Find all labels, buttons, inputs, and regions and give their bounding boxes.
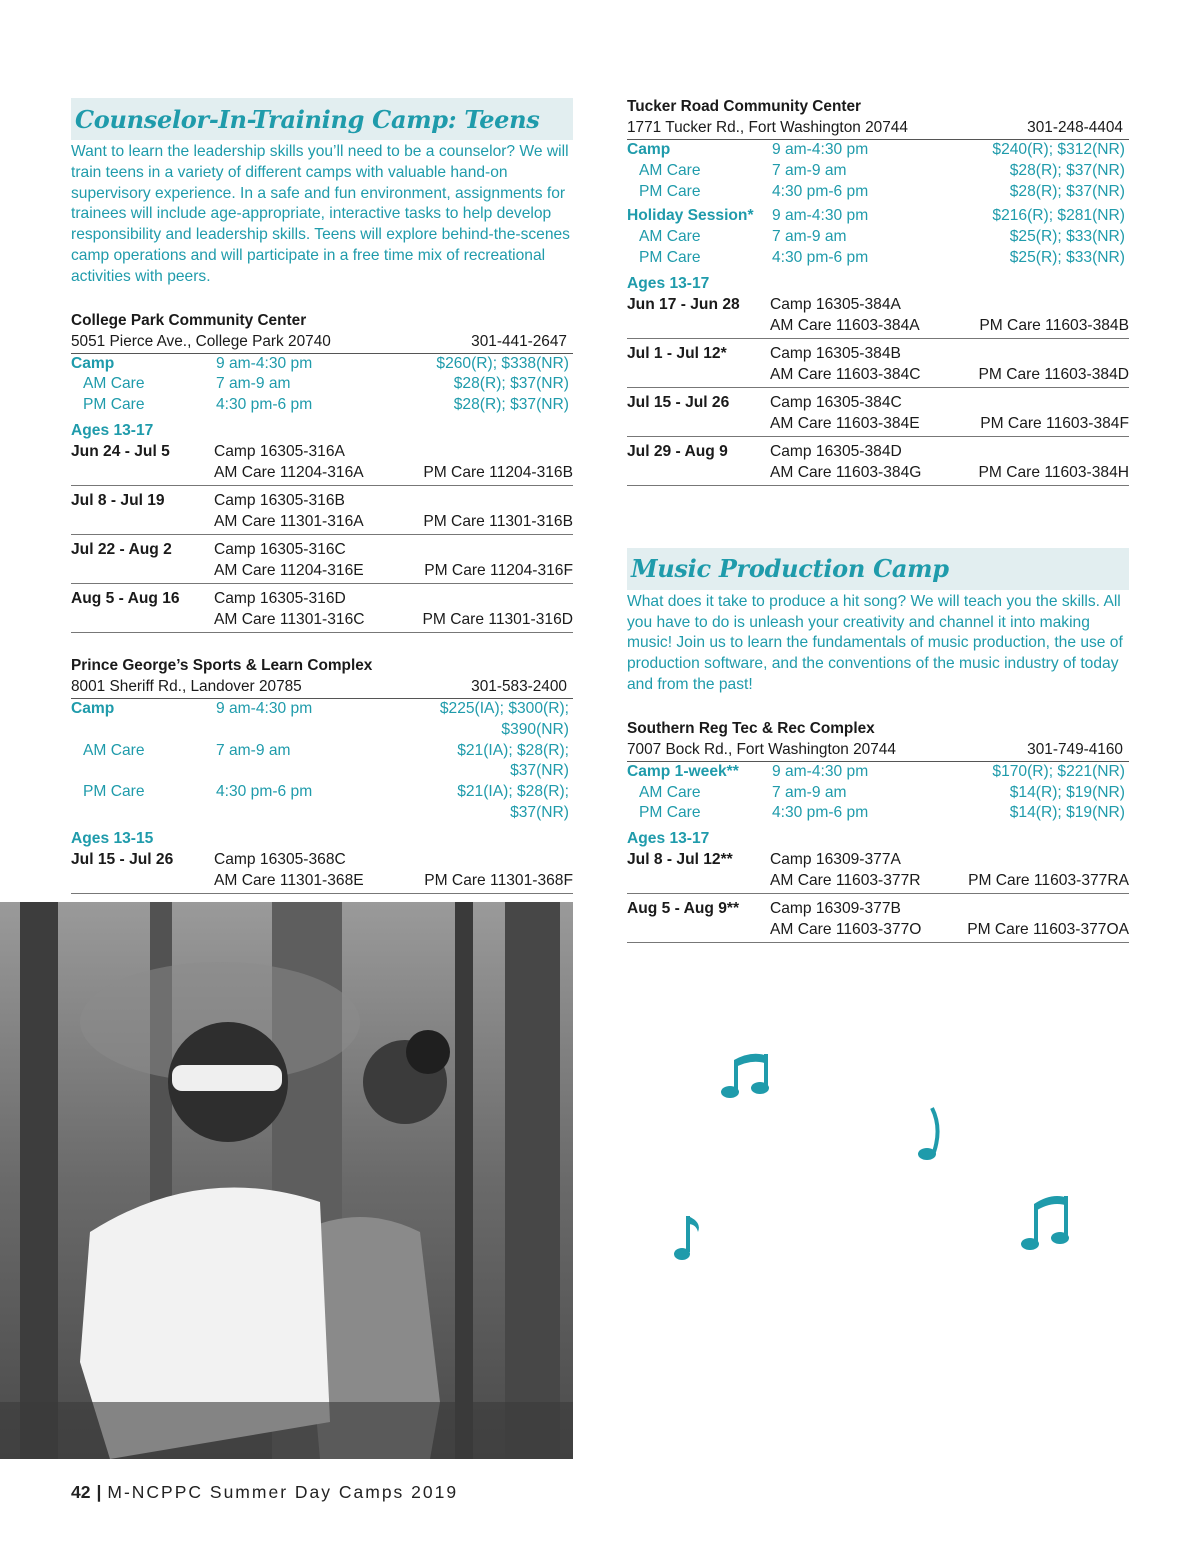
price-time: 9 am-4:30 pm <box>772 762 869 780</box>
session-row <box>71 490 573 535</box>
music-section <box>627 548 1129 943</box>
location-phone: 301-583-2400 <box>471 677 567 695</box>
session-camp-code: Camp 16305-316B <box>214 491 345 509</box>
price-label: PM Care <box>639 804 701 822</box>
price-row <box>627 227 1129 248</box>
session-dates: Jul 8 - Jul 12** <box>627 851 733 869</box>
music-intro: What does it take to produce a hit song? We will teach you the skills. All you have to do is unleash your creativity and channel it into making music! Join us to learn the fundamentals of music production, the use of production software, and the conventions of the music industry of today and from the past! <box>627 592 1123 693</box>
price-row <box>71 782 573 824</box>
session-pm-code: PM Care 11204-316F <box>424 561 573 579</box>
session-camp-code: Camp 16305-368C <box>214 850 346 868</box>
price-time: 9 am-4:30 pm <box>772 207 869 225</box>
session-row <box>71 441 573 486</box>
location-phone: 301-248-4404 <box>1027 119 1123 136</box>
session-spacer <box>423 441 573 462</box>
session-am-code: AM Care 11603-384E <box>770 414 920 432</box>
ages-label: Ages 13-15 <box>71 829 154 847</box>
session-am-code: AM Care 11301-316A <box>214 512 364 530</box>
location-phone: 301-749-4160 <box>1027 740 1123 758</box>
price-time: 4:30 pm-6 pm <box>772 804 869 822</box>
price-row <box>627 206 1129 227</box>
price-time: 7 am-9 am <box>216 741 291 759</box>
price-label: Camp <box>71 354 115 372</box>
price-time: 4:30 pm-6 pm <box>772 248 869 266</box>
price-amount: $14(R); $19(NR) <box>1009 804 1125 822</box>
location-phone: 301-441-2647 <box>471 332 567 350</box>
price-row <box>71 354 573 375</box>
session-spacer <box>978 343 1129 364</box>
eighth-note-icon <box>672 1212 708 1262</box>
session-pm-code: PM Care 11301-368F <box>424 871 573 889</box>
ages-label: Ages 13-17 <box>627 830 710 848</box>
price-row <box>71 741 573 783</box>
price-time: 7 am-9 am <box>772 161 847 179</box>
session-camp-code: Camp 16305-384C <box>770 393 902 411</box>
price-label: PM Care <box>83 396 145 414</box>
price-amount: $28(R); $37(NR) <box>453 396 569 414</box>
session-spacer <box>968 849 1129 870</box>
music-title-band <box>627 548 1129 590</box>
cit-section <box>71 98 573 898</box>
price-label: PM Care <box>639 182 701 200</box>
session-dates: Jul 15 - Jul 26 <box>627 393 730 411</box>
session-dates: Aug 5 - Aug 16 <box>71 589 180 607</box>
campers-photo <box>0 902 573 1459</box>
session-am-code: AM Care 11204-316E <box>214 561 364 579</box>
session-pm-code: PM Care 11603-377RA <box>968 872 1129 890</box>
location-name: Prince George’s Sports & Learn Complex <box>71 656 373 674</box>
price-amount: $260(R); $338(NR) <box>436 354 569 372</box>
photo-illustration <box>0 902 573 1459</box>
price-row <box>627 140 1129 161</box>
price-amount: $216(R); $281(NR) <box>992 207 1125 225</box>
session-row <box>71 588 573 633</box>
session-camp-code: Camp 16305-316D <box>214 589 346 607</box>
location-address: 8001 Sheriff Rd., Landover 20785 <box>71 677 302 695</box>
music-title: Music Production Camp <box>631 554 949 584</box>
page-footer <box>71 1482 458 1503</box>
session-spacer <box>979 294 1129 315</box>
price-label: AM Care <box>83 375 145 393</box>
price-time: 9 am-4:30 pm <box>216 699 313 717</box>
location-address-row <box>71 331 573 354</box>
price-amount: $28(R); $37(NR) <box>1009 161 1125 179</box>
session-pm-code: PM Care 11204-316B <box>423 463 573 481</box>
location-name: Southern Reg Tec & Rec Complex <box>627 719 875 737</box>
price-label: PM Care <box>639 248 701 266</box>
price-amount: $25(R); $33(NR) <box>1009 248 1125 266</box>
location-address-row <box>71 676 573 699</box>
price-row <box>71 395 573 416</box>
price-amount: $240(R); $312(NR) <box>992 141 1125 158</box>
price-row <box>71 699 573 741</box>
session-spacer <box>423 490 573 511</box>
price-time: 7 am-9 am <box>772 783 847 801</box>
session-camp-code: Camp 16305-316C <box>214 540 346 558</box>
ages-label: Ages 13-17 <box>627 274 710 292</box>
quarter-note-icon <box>912 1104 944 1164</box>
session-camp-code: Camp 16305-384B <box>770 344 901 362</box>
price-amount: $28(R); $37(NR) <box>1009 182 1125 200</box>
price-row <box>71 374 573 395</box>
session-pm-code: PM Care 11603-384D <box>978 365 1129 383</box>
price-time: 7 am-9 am <box>216 375 291 393</box>
price-time: 4:30 pm-6 pm <box>216 783 313 801</box>
price-amount: $21(IA); $28(R); $37(NR) <box>457 741 569 780</box>
price-label: AM Care <box>639 161 701 179</box>
right-column <box>627 96 1129 947</box>
session-row <box>627 343 1129 388</box>
price-label: AM Care <box>639 783 701 801</box>
price-label: Camp <box>71 699 115 717</box>
price-amount: $225(IA); $300(R); $390(NR) <box>439 699 569 738</box>
session-pm-code: PM Care 11603-384H <box>978 463 1129 481</box>
location-address: 5051 Pierce Ave., College Park 20740 <box>71 332 331 350</box>
price-time: 4:30 pm-6 pm <box>772 182 869 200</box>
session-pm-code: PM Care 11603-377OA <box>967 921 1129 939</box>
session-pm-code: PM Care 11603-384B <box>979 316 1129 334</box>
cit-intro: Want to learn the leadership skills you’ll need to be a counselor? We will train teens in a variety of different camps with valuable hand-on supervisory experience. In a safe and fun environment, assignments for trainees will include age-appropriate, interactive tasks to help develop responsibility and leadership skills. Teens will explore behind-the-scenes camp operations and will participate in a free time mix of recreational activities with peers. <box>71 143 570 285</box>
session-pm-code: PM Care 11301-316D <box>422 610 573 628</box>
price-row <box>627 803 1129 824</box>
price-time: 7 am-9 am <box>772 228 847 246</box>
session-am-code: AM Care 11204-316A <box>214 463 364 481</box>
price-time: 9 am-4:30 pm <box>772 141 869 158</box>
session-row <box>627 898 1129 943</box>
location-block <box>627 96 1129 486</box>
session-camp-code: Camp 16309-377A <box>770 851 901 869</box>
price-amount: $28(R); $37(NR) <box>453 375 569 393</box>
session-camp-code: Camp 16305-384A <box>770 295 901 313</box>
session-dates: Jul 22 - Aug 2 <box>71 540 172 558</box>
price-row <box>627 762 1129 783</box>
session-pm-code: PM Care 11603-384F <box>980 414 1129 432</box>
cit-title-band <box>71 98 573 140</box>
session-spacer <box>978 441 1129 462</box>
session-dates: Jun 24 - Jul 5 <box>71 442 170 460</box>
price-label: AM Care <box>639 228 701 246</box>
session-spacer <box>424 849 573 870</box>
session-row <box>71 849 573 894</box>
price-label: Holiday Session* <box>627 207 754 225</box>
page-number: 42 <box>71 1482 91 1502</box>
location-address: 7007 Bock Rd., Fort Washington 20744 <box>627 740 896 758</box>
session-row <box>627 441 1129 486</box>
session-am-code: AM Care 11603-377O <box>770 921 922 939</box>
music-location <box>627 718 1129 943</box>
session-pm-code: PM Care 11301-316B <box>423 512 573 530</box>
session-dates: Jul 29 - Aug 9 <box>627 442 728 460</box>
session-dates: Aug 5 - Aug 9** <box>627 900 740 918</box>
session-spacer <box>980 392 1129 413</box>
session-am-code: AM Care 11603-384C <box>770 365 921 383</box>
session-dates: Jul 1 - Jul 12* <box>627 344 727 362</box>
session-dates: Jul 8 - Jul 19 <box>71 491 165 509</box>
price-amount: $25(R); $33(NR) <box>1009 228 1125 246</box>
price-row <box>627 248 1129 269</box>
session-row <box>627 849 1129 894</box>
double-note-icon <box>1018 1190 1080 1256</box>
session-am-code: AM Care 11603-384A <box>770 316 920 334</box>
price-label: Camp 1-week** <box>627 762 739 780</box>
double-note-icon <box>718 1050 788 1105</box>
session-row <box>71 539 573 584</box>
ages-label: Ages 13-17 <box>71 421 154 439</box>
tucker-location <box>627 96 1129 486</box>
price-label: PM Care <box>83 783 145 801</box>
location-address-row <box>627 739 1129 762</box>
footer-separator: | <box>96 1482 102 1502</box>
footer-text: M-NCPPC Summer Day Camps 2019 <box>107 1482 459 1502</box>
location-block <box>71 310 573 633</box>
price-label: Camp <box>627 141 671 158</box>
location-block <box>71 655 573 894</box>
price-time: 9 am-4:30 pm <box>216 354 313 372</box>
location-address-row <box>627 117 1129 140</box>
price-row <box>627 182 1129 203</box>
price-amount: $170(R); $221(NR) <box>992 762 1125 780</box>
price-row <box>627 161 1129 182</box>
session-am-code: AM Care 11603-377R <box>770 872 921 890</box>
session-am-code: AM Care 11603-384G <box>770 463 922 481</box>
price-amount: $14(R); $19(NR) <box>1009 783 1125 801</box>
session-dates: Jul 15 - Jul 26 <box>71 850 174 868</box>
session-spacer <box>422 588 573 609</box>
session-spacer <box>967 898 1129 919</box>
price-amount: $21(IA); $28(R); $37(NR) <box>457 783 569 821</box>
location-name: College Park Community Center <box>71 311 307 329</box>
session-dates: Jun 17 - Jun 28 <box>627 295 740 313</box>
price-label: AM Care <box>83 741 145 759</box>
session-am-code: AM Care 11301-316C <box>214 610 365 628</box>
location-block <box>627 718 1129 943</box>
session-row <box>627 392 1129 437</box>
session-row <box>627 294 1129 339</box>
session-camp-code: Camp 16305-316A <box>214 442 345 460</box>
session-camp-code: Camp 16305-384D <box>770 442 902 460</box>
session-spacer <box>424 539 573 560</box>
session-am-code: AM Care 11301-368E <box>214 871 364 889</box>
location-address: 1771 Tucker Rd., Fort Washington 20744 <box>627 119 908 136</box>
location-name: Tucker Road Community Center <box>627 98 862 115</box>
cit-title: Counselor-In-Training Camp: Teens <box>75 104 540 134</box>
price-time: 4:30 pm-6 pm <box>216 396 313 414</box>
price-row <box>627 783 1129 804</box>
session-camp-code: Camp 16309-377B <box>770 900 901 918</box>
